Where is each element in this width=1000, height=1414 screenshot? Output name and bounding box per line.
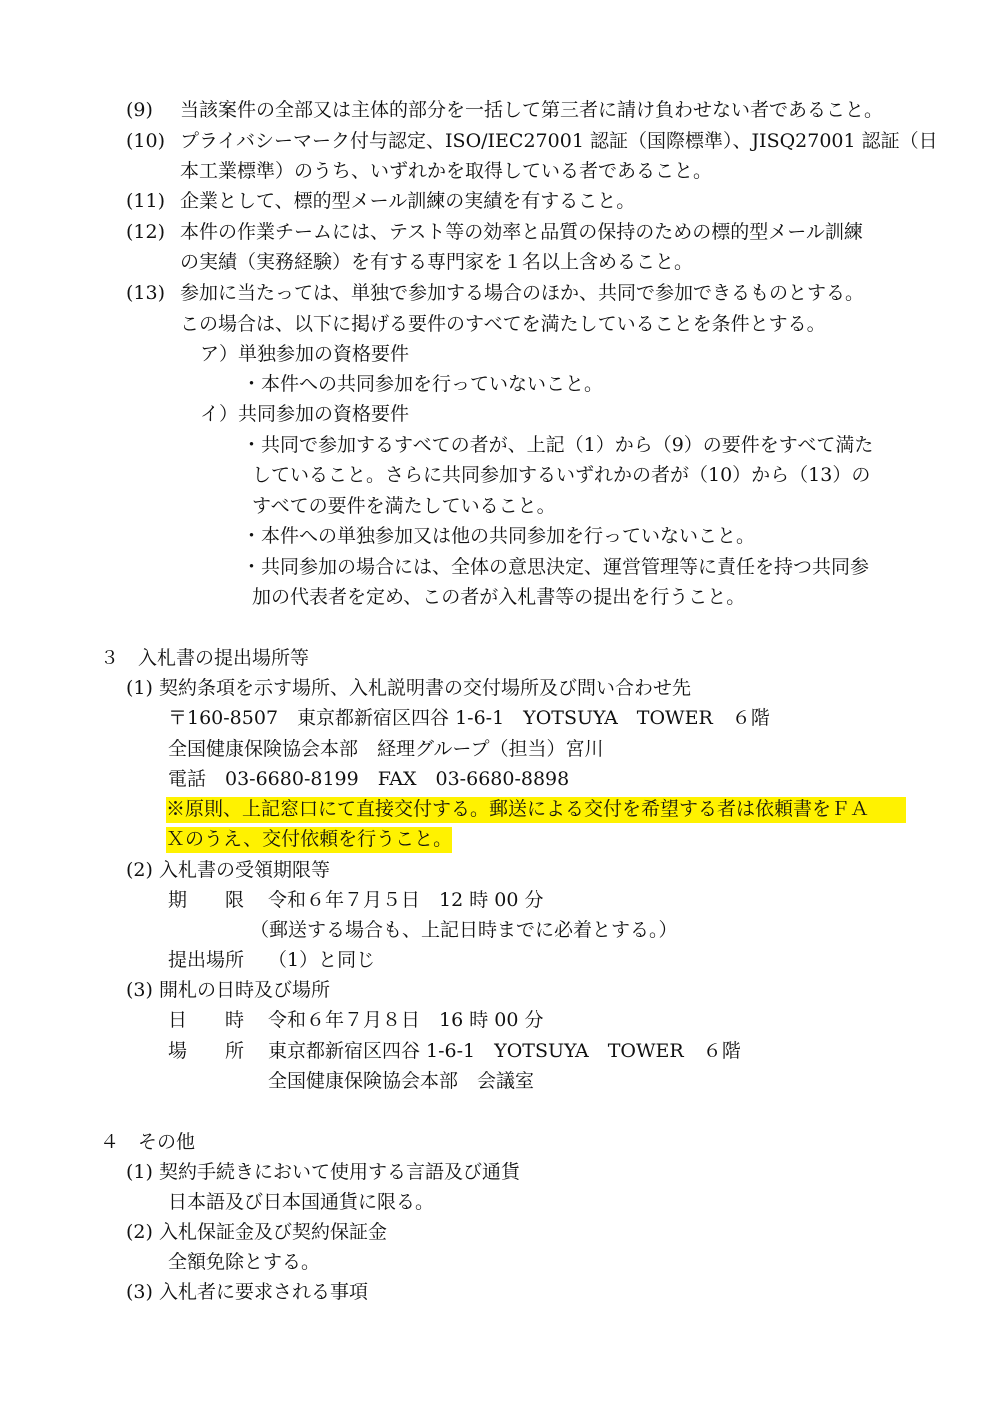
section-3-3-place-value: 東京都新宿区四谷 1-6-1 YOTSUYA TOWER ６階 — [268, 1040, 741, 1062]
section-3-1-label: (1) 契約条項を示す場所、入札説明書の交付場所及び問い合わせ先 — [126, 677, 691, 699]
section-4-3-label: (3) 入札者に要求される事項 — [126, 1281, 368, 1303]
section-4-1-body: 日本語及び日本国通貨に限る。 — [168, 1191, 435, 1213]
section-3-3-place-value-2: 全国健康保険協会本部 会議室 — [268, 1070, 535, 1092]
section-4-heading: ４ その他 — [100, 1131, 196, 1153]
item-13-b-bullet-3-line-2: 加の代表者を定め、この者が入札書等の提出を行うこと。 — [252, 586, 746, 608]
item-12-text-line-2: の実績（実務経験）を有する専門家を１名以上含めること。 — [180, 251, 694, 273]
item-13-b-bullet-3-line-1: ・共同参加の場合には、全体の意思決定、運営管理等に責任を持つ共同参 — [242, 556, 870, 578]
section-3-1-note-line-2: Ｘのうえ、交付依頼を行うこと。 — [166, 827, 452, 853]
section-3-heading: ３ 入札書の提出場所等 — [100, 647, 310, 669]
item-13-b-bullet-2: ・本件への単独参加又は他の共同参加を行っていないこと。 — [242, 525, 756, 547]
section-3-2-place-key: 提出場所 — [168, 949, 245, 971]
item-11-number: (11) — [126, 190, 166, 212]
item-9-text: 当該案件の全部又は主体的部分を一括して第三者に請け負わせない者であること。 — [180, 99, 884, 121]
item-13-b-bullet-1-line-2: していること。さらに共同参加するいずれかの者が（10）から（13）の — [252, 464, 871, 486]
section-4-1-label: (1) 契約手続きにおいて使用する言語及び通貨 — [126, 1161, 520, 1183]
item-10-text-line-1: プライバシーマーク付与認定、ISO/IEC27001 認証（国際標準）、JISQ27001 認証（日 — [180, 130, 938, 152]
section-3-3-label: (3) 開札の日時及び場所 — [126, 979, 330, 1001]
item-13-number: (13) — [126, 282, 166, 304]
item-13-b-label: イ）共同参加の資格要件 — [200, 403, 410, 425]
section-3-2-deadline-note: （郵送する場合も、上記日時までに必着とする。） — [250, 919, 678, 941]
item-13-b-bullet-1-line-1: ・共同で参加するすべての者が、上記（1）から（9）の要件をすべて満た — [242, 434, 874, 456]
section-3-2-deadline-value: 令和６年７月５日 12 時 00 分 — [268, 889, 544, 911]
section-3-3-date-key: 日 時 — [168, 1009, 245, 1031]
item-12-number: (12) — [126, 221, 166, 243]
item-11-text: 企業として、標的型メール訓練の実績を有すること。 — [180, 190, 636, 212]
item-12-text-line-1: 本件の作業チームには、テスト等の効率と品質の保持のための標的型メール訓練 — [180, 221, 863, 243]
section-3-3-place-key: 場 所 — [168, 1040, 245, 1062]
item-10-text-line-2: 本工業標準）のうち、いずれかを取得している者であること。 — [180, 160, 713, 182]
item-13-b-bullet-1-line-3: すべての要件を満たしていること。 — [252, 495, 556, 517]
item-10-number: (10) — [126, 130, 166, 152]
section-3-2-label: (2) 入札書の受領期限等 — [126, 859, 330, 881]
section-3-3-date-value: 令和６年７月８日 16 時 00 分 — [268, 1009, 544, 1031]
section-3-1-address: 〒160-8507 東京都新宿区四谷 1-6-1 YOTSUYA TOWER ６階 — [168, 707, 770, 729]
item-13-text-line-2: この場合は、以下に掲げる要件のすべてを満たしていることを条件とする。 — [180, 313, 826, 335]
section-4-2-body: 全額免除とする。 — [168, 1251, 321, 1273]
section-4-2-label: (2) 入札保証金及び契約保証金 — [126, 1221, 387, 1243]
section-3-2-place-value: （1）と同じ — [268, 949, 376, 971]
item-13-a-bullet-1: ・本件への共同参加を行っていないこと。 — [242, 373, 604, 395]
section-3-1-tel: 電話 03-6680-8199 FAX 03-6680-8898 — [168, 768, 570, 790]
section-3-2-deadline-key: 期 限 — [168, 889, 245, 911]
section-3-1-org: 全国健康保険協会本部 経理グループ（担当）宮川 — [168, 738, 604, 760]
item-13-text-line-1: 参加に当たっては、単独で参加する場合のほか、共同で参加できるものとする。 — [180, 282, 865, 304]
item-9-number: (9) — [126, 99, 153, 121]
item-13-a-label: ア）単独参加の資格要件 — [200, 343, 410, 365]
section-3-1-note-line-1: ※原則、上記窓口にて直接交付する。郵送による交付を希望する者は依頼書をＦＡ — [166, 797, 906, 823]
